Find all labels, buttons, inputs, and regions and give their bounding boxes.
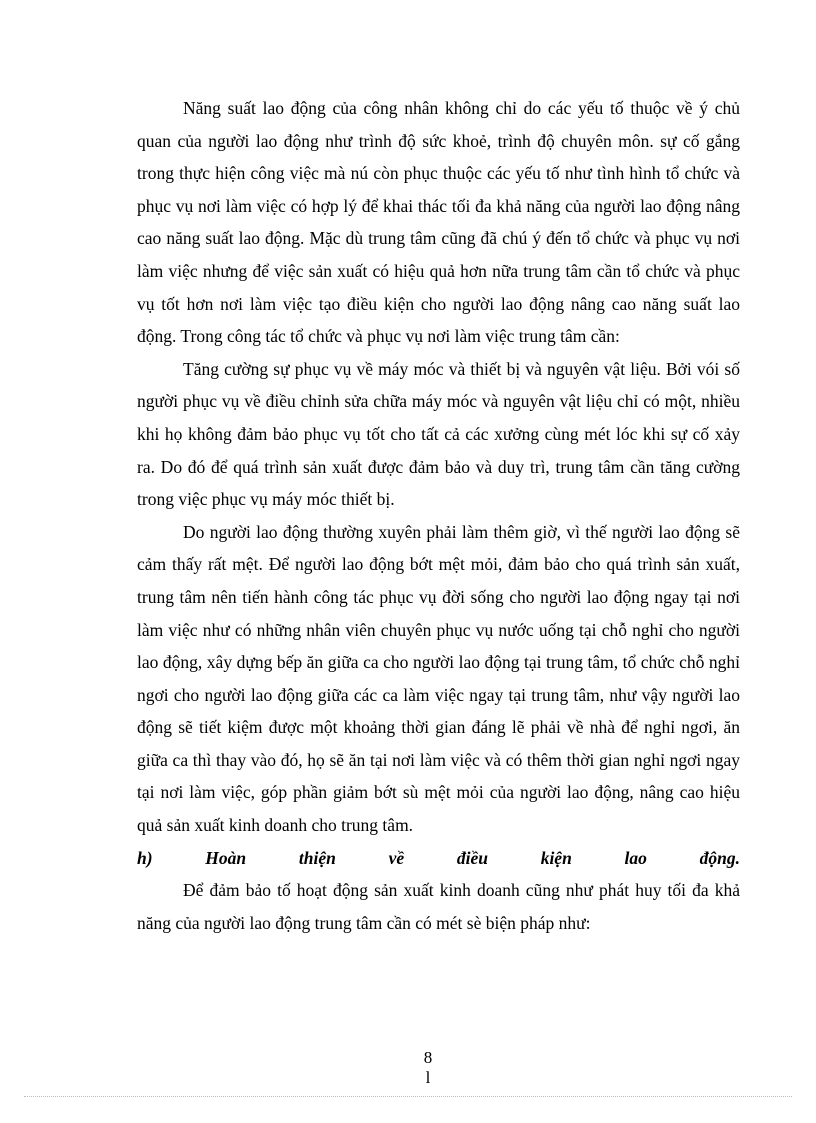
page-number-sub: l: [425, 1068, 431, 1087]
paragraph-machine-service: Tăng cường sự phục vụ về máy móc và thiết bị và nguyên vật liệu. Bởi vói số người phục vụ về điều chỉnh sửa chữa máy móc và nguyên vật liệu chỉ có một, nhiều khi họ không đảm bảo phục vụ tốt cho tất cả các xưởng cùng mét lóc khi sự cố xảy ra. Do đó để quá trình sản xuất được đảm bảo và duy trì, trung tâm cần tăng cường trong việc phục vụ máy móc thiết bị.: [137, 358, 740, 510]
paragraph-measures-intro: Để đảm bảo tố hoạt động sản xuất kinh doanh cũng như phát huy tối đa khả năng của người lao động trung tâm cần có mét sè biện pháp như:: [137, 880, 740, 933]
document-body: [137, 92, 740, 939]
page-number: 8: [423, 1048, 433, 1067]
footer-divider: [24, 1096, 792, 1097]
section-heading-working-conditions: h) Hoàn thiện về điều kiện lao động.: [137, 847, 740, 868]
paragraph-labor-productivity: Năng suất lao động của công nhân không chỉ do các yếu tố thuộc về ý chủ quan của người lao động như trình độ sức khoẻ, trình độ chuyên môn. sự cố gắng trong thực hiện công việc mà nú còn phục thuộc các yếu tố như tình hình tổ chức và phục vụ nơi làm việc có hợp lý để khai thác tối đa khả năng của người lao động nâng cao năng suất lao động. Mặc dù trung tâm cũng đã chú ý đến tổ chức và phục vụ nơi làm việc nhưng để việc sản xuất có hiệu quả hơn nữa trung tâm cần tổ chức và phục vụ tốt hơn nơi làm việc tạo điều kiện cho người lao động nâng cao năng suất lao động. Trong công tác tổ chức và phục vụ nơi làm việc trung tâm cần:: [137, 98, 740, 347]
paragraph-worker-welfare: Do người lao động thường xuyên phải làm thêm giờ, vì thế người lao động sẽ cảm thấy rất mệt. Để người lao động bớt mệt mỏi, đảm bảo cho quá trình sản xuất, trung tâm nên tiến hành công tác phục vụ đời sống cho người lao động ngay tại nơi làm việc như có những nhân viên chuyên phục vụ nước uống tại chỗ nghỉ cho người lao động, xây dựng bếp ăn giữa ca cho người lao động tại trung tâm, tổ chức chỗ nghỉ ngơi cho người lao động giữa các ca làm việc ngay tại trung tâm, như vậy người lao động sẽ tiết kiệm được một khoảng thời gian đáng lẽ phải về nhà để nghỉ ngơi, ăn giữa ca thì thay vào đó, họ sẽ ăn tại nơi làm việc và có thêm thời gian nghỉ ngơi ngay tại nơi làm việc, góp phần giảm bớt sù mệt mỏi của người lao động, nâng cao hiệu quả sản xuất kinh doanh cho trung tâm.: [137, 521, 740, 836]
